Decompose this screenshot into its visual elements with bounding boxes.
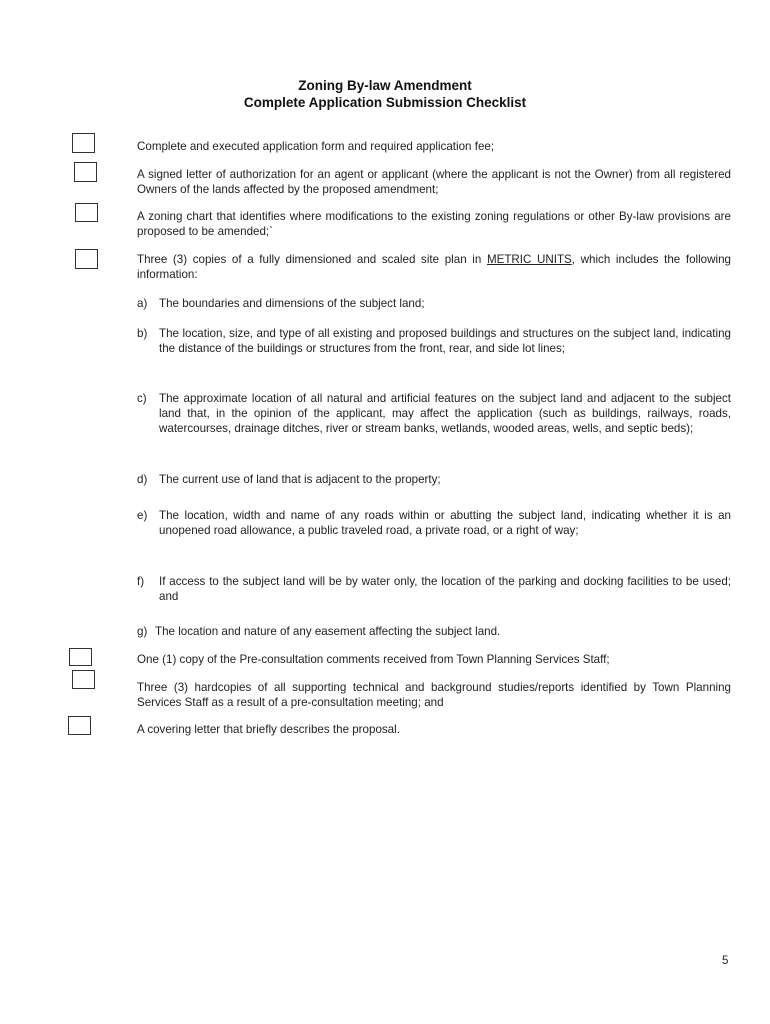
sub-item-label: g) xyxy=(137,625,148,638)
checkbox-site-plan[interactable] xyxy=(75,249,98,269)
title-line-1: Zoning By-law Amendment xyxy=(298,78,472,93)
sub-item-label: f) xyxy=(137,575,145,588)
item-text: , which includes the following information: xyxy=(137,253,731,282)
sub-item xyxy=(137,624,731,639)
sub-item xyxy=(137,296,731,311)
sub-item xyxy=(137,472,731,487)
checkbox-preconsultation-comments[interactable] xyxy=(69,648,92,666)
checkbox-covering-letter[interactable] xyxy=(68,716,91,735)
sub-item-label: e) xyxy=(137,509,148,522)
checklist-item: A zoning chart that identifies where modifications to the existing zoning regulations or other By-law provisions are proposed to be amended;` xyxy=(137,210,731,239)
sub-item-label: c) xyxy=(137,392,147,405)
sub-item-text: The location, size, and type of all existing and proposed buildings and structures on the subject land, indicating the distance of the buildings or structures from the front, rear, and side lot lines; xyxy=(159,327,731,356)
sub-item-label: b) xyxy=(137,327,148,340)
sub-item-label: d) xyxy=(137,473,148,486)
metric-units-emphasis: METRIC UNITS xyxy=(486,253,572,266)
sub-item xyxy=(137,391,731,437)
sub-item-text: The location, width and name of any roads within or abutting the subject land, indicating whether it is an unopened road allowance, a public traveled road, a private road, or a right of way; xyxy=(159,509,731,538)
sub-item-label: a) xyxy=(137,297,148,310)
checkbox-supporting-studies[interactable] xyxy=(72,670,95,689)
title-line-2: Complete Application Submission Checklist xyxy=(243,95,527,110)
item-text: Three (3) copies of a fully dimensioned and scaled site plan in xyxy=(137,253,487,266)
checklist-item: One (1) copy of the Pre-consultation comments received from Town Planning Services Staff; xyxy=(137,653,610,666)
sub-item xyxy=(137,508,731,538)
checkbox-zoning-chart[interactable] xyxy=(75,203,98,222)
sub-item-text: The current use of land that is adjacent to the property; xyxy=(159,473,441,486)
sub-item xyxy=(137,326,731,356)
checkbox-application-form[interactable] xyxy=(72,133,95,153)
sub-item-text: The approximate location of all natural and artificial features on the subject land and adjacent to the subject land that, in the opinion of the applicant, may affect the application (such as buildings, railways, roads, watercourses, drainage ditches, river or stream banks, wetlands, wooded areas, wells, and septic beds); xyxy=(159,392,731,436)
page-number: 5 xyxy=(722,955,729,967)
sub-item-text: The location and nature of any easement affecting the subject land. xyxy=(155,625,501,638)
checklist-item-site-plan xyxy=(137,252,731,282)
checkbox-authorization-letter[interactable] xyxy=(74,162,97,182)
checklist-item: A covering letter that briefly describes the proposal. xyxy=(137,723,400,736)
sub-item-text: The boundaries and dimensions of the subject land; xyxy=(159,297,425,310)
checklist-item: Complete and executed application form and required application fee; xyxy=(137,140,495,153)
checklist-item: Three (3) hardcopies of all supporting technical and background studies/reports identified by Town Planning Services Staff as a result of a pre-consultation meeting; and xyxy=(137,681,731,710)
sub-item-text: If access to the subject land will be by water only, the location of the parking and docking facilities to be used; and xyxy=(159,575,731,604)
checklist-item: A signed letter of authorization for an agent or applicant (where the applicant is not the Owner) from all registered Owners of the lands affected by the proposed amendment; xyxy=(137,168,731,197)
sub-item xyxy=(137,574,731,604)
